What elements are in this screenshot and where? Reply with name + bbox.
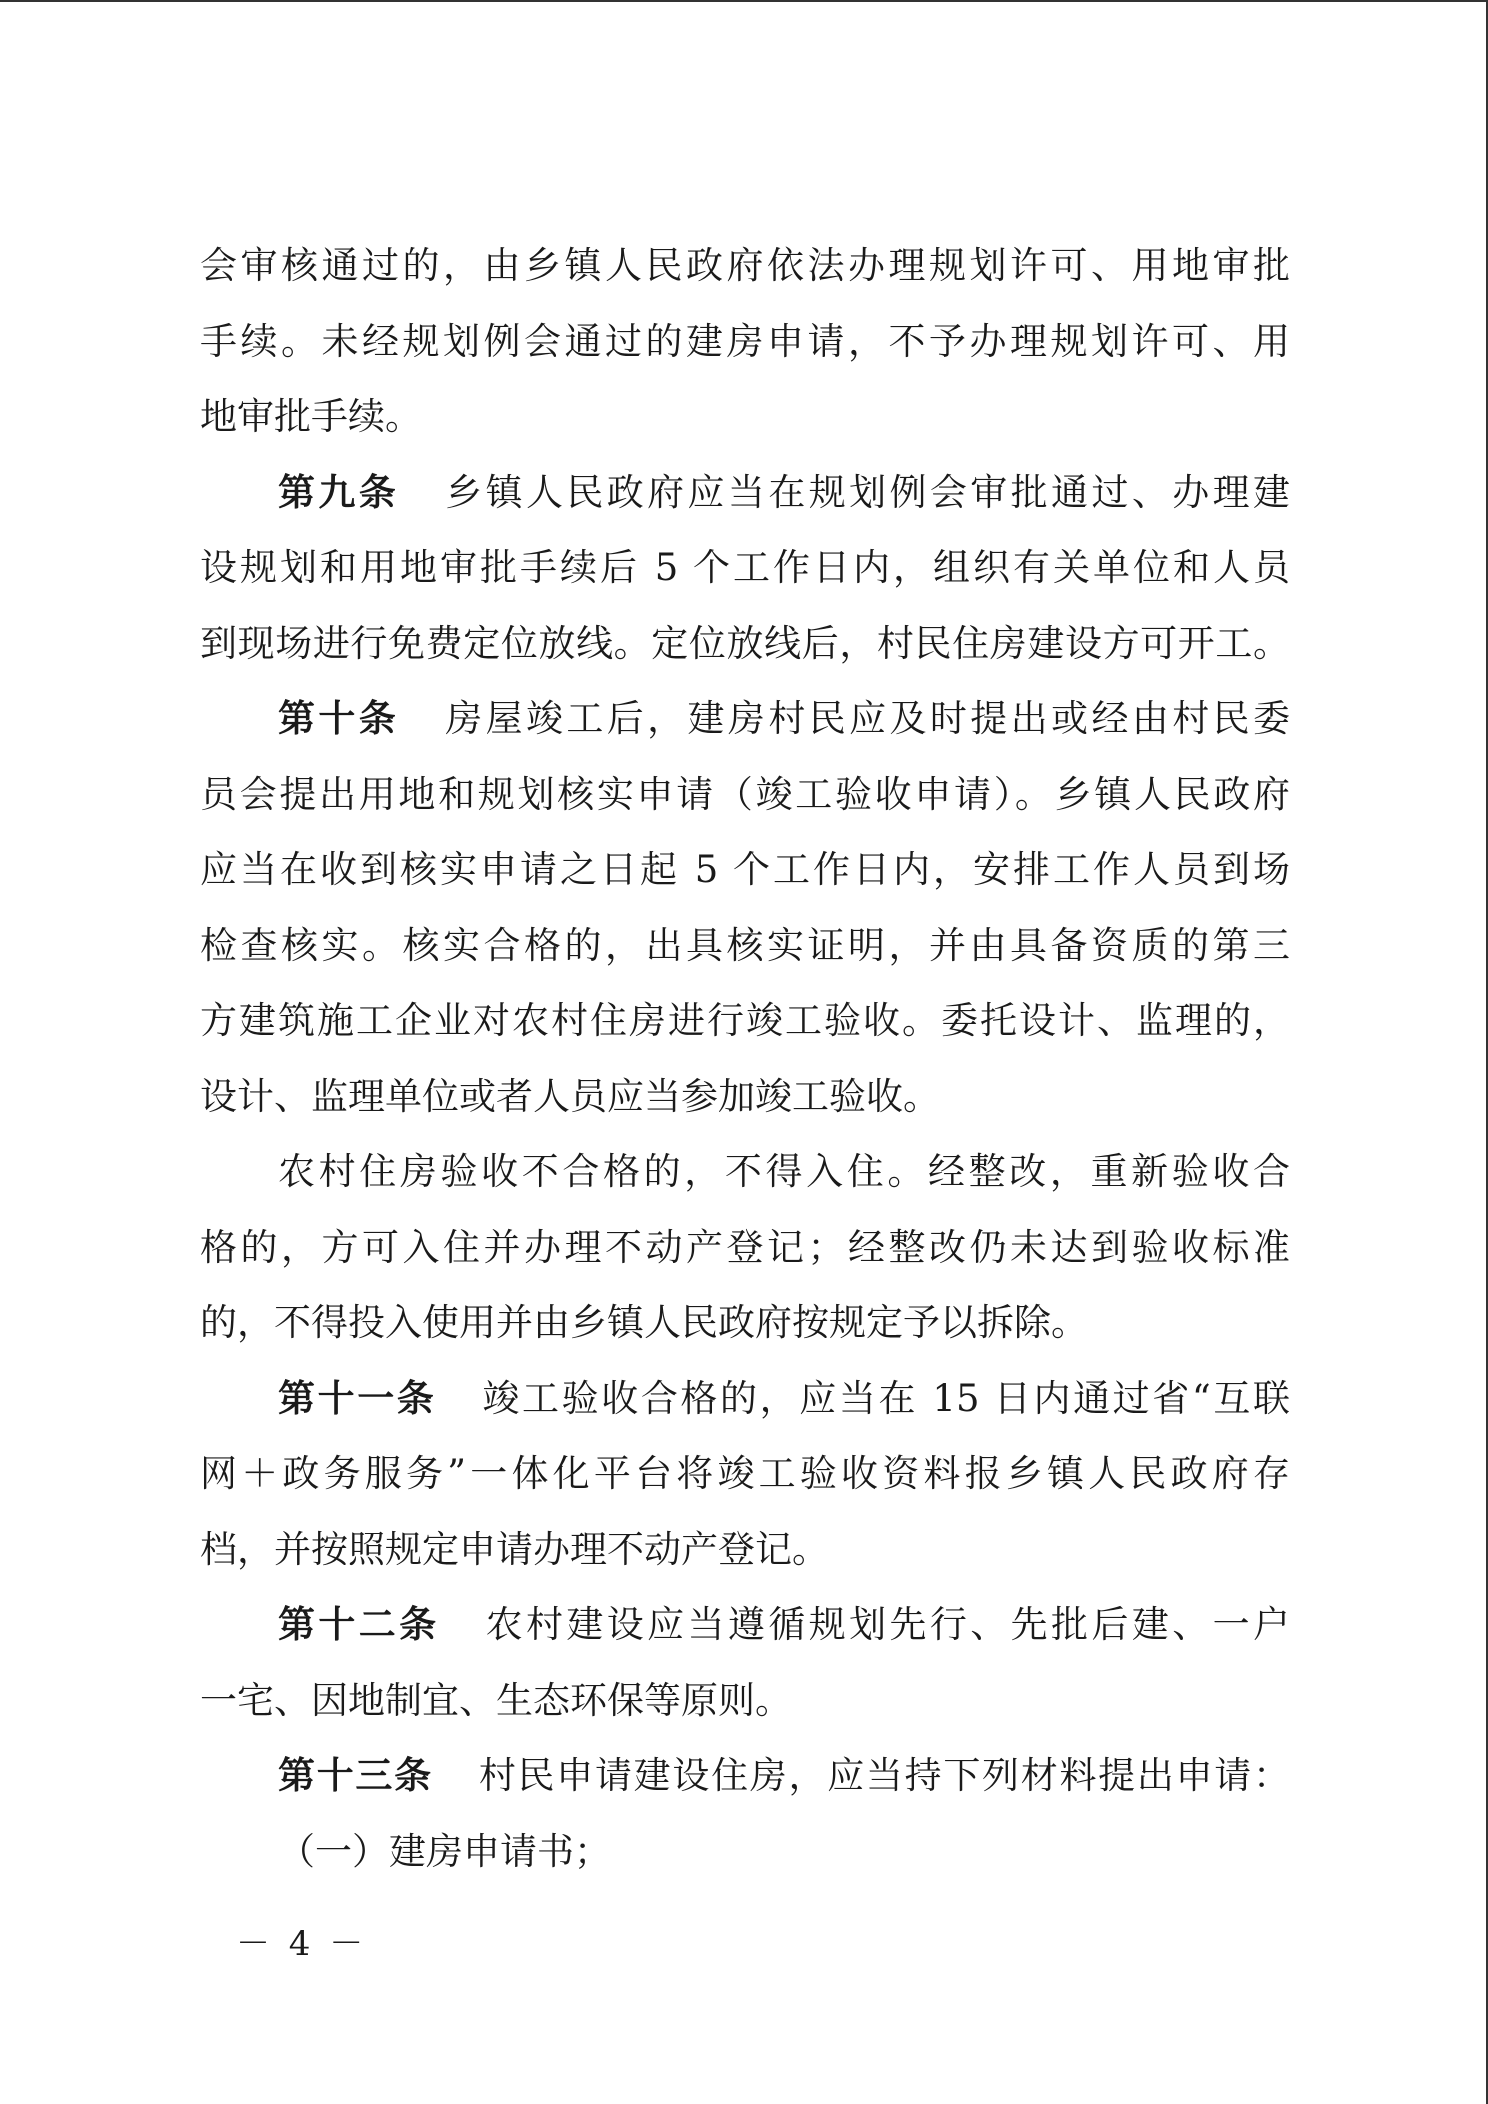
text-line: [200, 1059, 1290, 1135]
text-line: [200, 1512, 1290, 1588]
line-text: 档，并按照规定申请办理不动产登记。: [200, 1527, 829, 1571]
line-text: 设规划和用地审批手续后 5 个工作日内，组织有关单位和人员: [200, 546, 1290, 589]
line-text: 格的，方可入住并办理不动产登记；经整改仍未达到验收标准: [200, 1225, 1290, 1269]
article-line: [200, 455, 1290, 531]
line-text: 会审核通过的，由乡镇人民政府依法办理规划许可、用地审批: [200, 244, 1290, 287]
line-text: 应当在收到核实申请之日起 5 个工作日内，安排工作人员到场: [200, 848, 1290, 891]
text-line: [200, 1134, 1290, 1210]
line-text: 的，不得投入使用并由乡镇人民政府按规定予以拆除。: [200, 1301, 1088, 1344]
text-line: [200, 1663, 1290, 1739]
line-text: 一宅、因地制宜、生态环保等原则。: [200, 1678, 792, 1722]
article-line: [200, 1361, 1290, 1437]
page-number: － 4 －: [236, 1924, 368, 1964]
text-line: [200, 530, 1290, 606]
article-heading: 第十一条: [278, 1376, 437, 1420]
article-heading: 第十二条: [278, 1603, 440, 1646]
text-line: [200, 304, 1290, 380]
text-line: [200, 1210, 1290, 1286]
line-text: 网＋政务服务”一体化平台将竣工验收资料报乡镇人民政府存: [200, 1452, 1290, 1495]
text-line: [200, 1814, 1290, 1890]
article-heading: 第九条: [278, 470, 400, 514]
line-text: 农村住房验收不合格的，不得入住。经整改，重新验收合: [278, 1150, 1290, 1193]
article-line: [200, 1587, 1290, 1663]
line-text: 设计、监理单位或者人员应当参加竣工验收。: [200, 1074, 940, 1118]
article-heading: 第十条: [278, 697, 400, 740]
line-text: 竣工验收合格的，应当在 15 日内通过省“互联: [482, 1376, 1290, 1420]
line-text: 乡镇人民政府应当在规划例会审批通过、办理建: [445, 470, 1290, 514]
text-line: [200, 379, 1290, 455]
line-text: 检查核实。核实合格的，出具核实证明，并由具备资质的第三: [200, 923, 1290, 967]
line-text: 手续。未经规划例会通过的建房申请，不予办理规划许可、用: [200, 319, 1290, 363]
article-line: [200, 681, 1290, 757]
text-line: [200, 983, 1290, 1059]
text-line: [200, 1285, 1290, 1361]
text-line: [200, 228, 1290, 304]
document-body: [200, 228, 1290, 1889]
text-line: [200, 832, 1290, 908]
line-text: 方建筑施工企业对农村住房进行竣工验收。委托设计、监理的，: [200, 999, 1290, 1042]
line-text: 房屋竣工后，建房村民应及时提出或经由村民委: [445, 697, 1290, 740]
article-line: [200, 1738, 1290, 1814]
text-line: [200, 757, 1290, 833]
text-line: [200, 606, 1290, 682]
article-heading: 第十三条: [278, 1754, 433, 1797]
line-text: 村民申请建设住房，应当持下列材料提出申请：: [478, 1754, 1290, 1797]
line-text: （一）建房申请书；: [278, 1829, 611, 1873]
text-line: [200, 908, 1290, 984]
line-text: 到现场进行免费定位放线。定位放线后，村民住房建设方可开工。: [200, 621, 1290, 665]
line-text: 地审批手续。: [200, 395, 422, 438]
text-line: [200, 1436, 1290, 1512]
line-text: 农村建设应当遵循规划先行、先批后建、一户: [485, 1603, 1290, 1646]
line-text: 员会提出用地和规划核实申请（竣工验收申请）。乡镇人民政府: [200, 772, 1290, 816]
